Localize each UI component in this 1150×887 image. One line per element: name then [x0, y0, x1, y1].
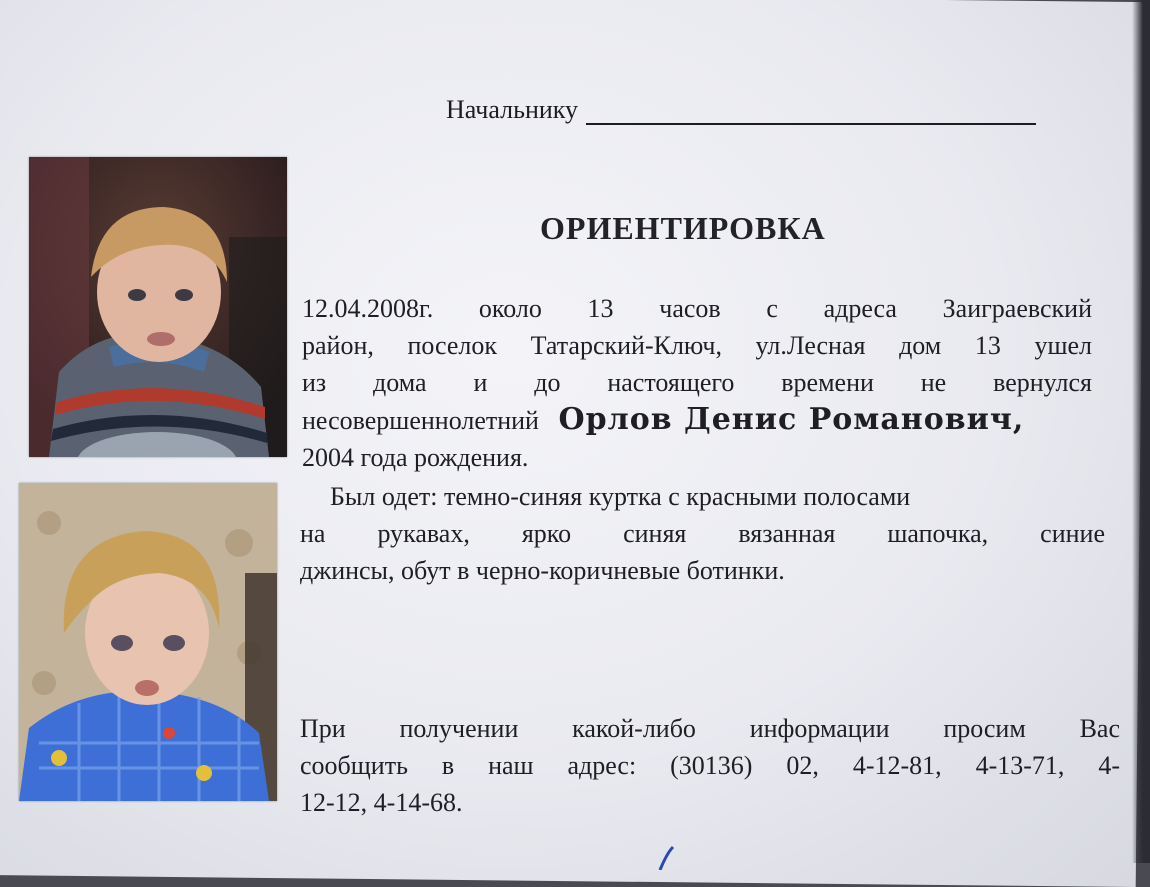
clothing-line-2: на рукавах, ярко синяя вязанная шапочка, синие [300, 519, 1105, 548]
pen-mark [655, 845, 685, 870]
table-edge [1132, 0, 1150, 863]
clothing-line-3: джинсы, обут в черно-коричневые ботинки. [300, 556, 785, 585]
photo-boy-younger [19, 483, 277, 801]
contact-line-3: 12-12, 4-14-68. [300, 788, 463, 817]
clothing-line-1: Был одет: темно-синяя куртка с красными полосами [330, 482, 911, 511]
boy-portrait-illustration [29, 157, 287, 457]
incident-line-3: из дома и до настоящего времени не вернулся [302, 368, 1092, 397]
incident-line-2: район, поселок Татарский-Ключ, ул.Лесная дом 13 ушел [302, 331, 1092, 360]
addressee-line [446, 95, 1036, 125]
contact-paragraph [300, 710, 1120, 821]
contact-line-2: сообщить в наш адрес: (30136) 02, 4-12-81, 4-13-71, 4- [300, 751, 1120, 780]
toddler-portrait-illustration [19, 483, 277, 801]
addressee-blank-field [586, 99, 1036, 125]
page-title: ОРИЕНТИРОВКА [540, 210, 826, 246]
contact-line-1: При получении какой-либо информации просим Вас [300, 714, 1120, 743]
addressee-label: Начальнику [446, 95, 579, 124]
photo-boy-older [29, 157, 287, 457]
incident-line-4 [302, 401, 1092, 439]
incident-line-1: 12.04.2008г. около 13 часов с адреса Заиграевский [302, 294, 1092, 323]
clothing-paragraph [300, 478, 1105, 589]
birth-year-line: 2004 года рождения. [302, 443, 529, 472]
missing-person-name: Орлов Денис Романович, [558, 402, 1025, 437]
incident-paragraph [302, 290, 1092, 476]
minor-label: несовершеннолетний [302, 406, 539, 435]
